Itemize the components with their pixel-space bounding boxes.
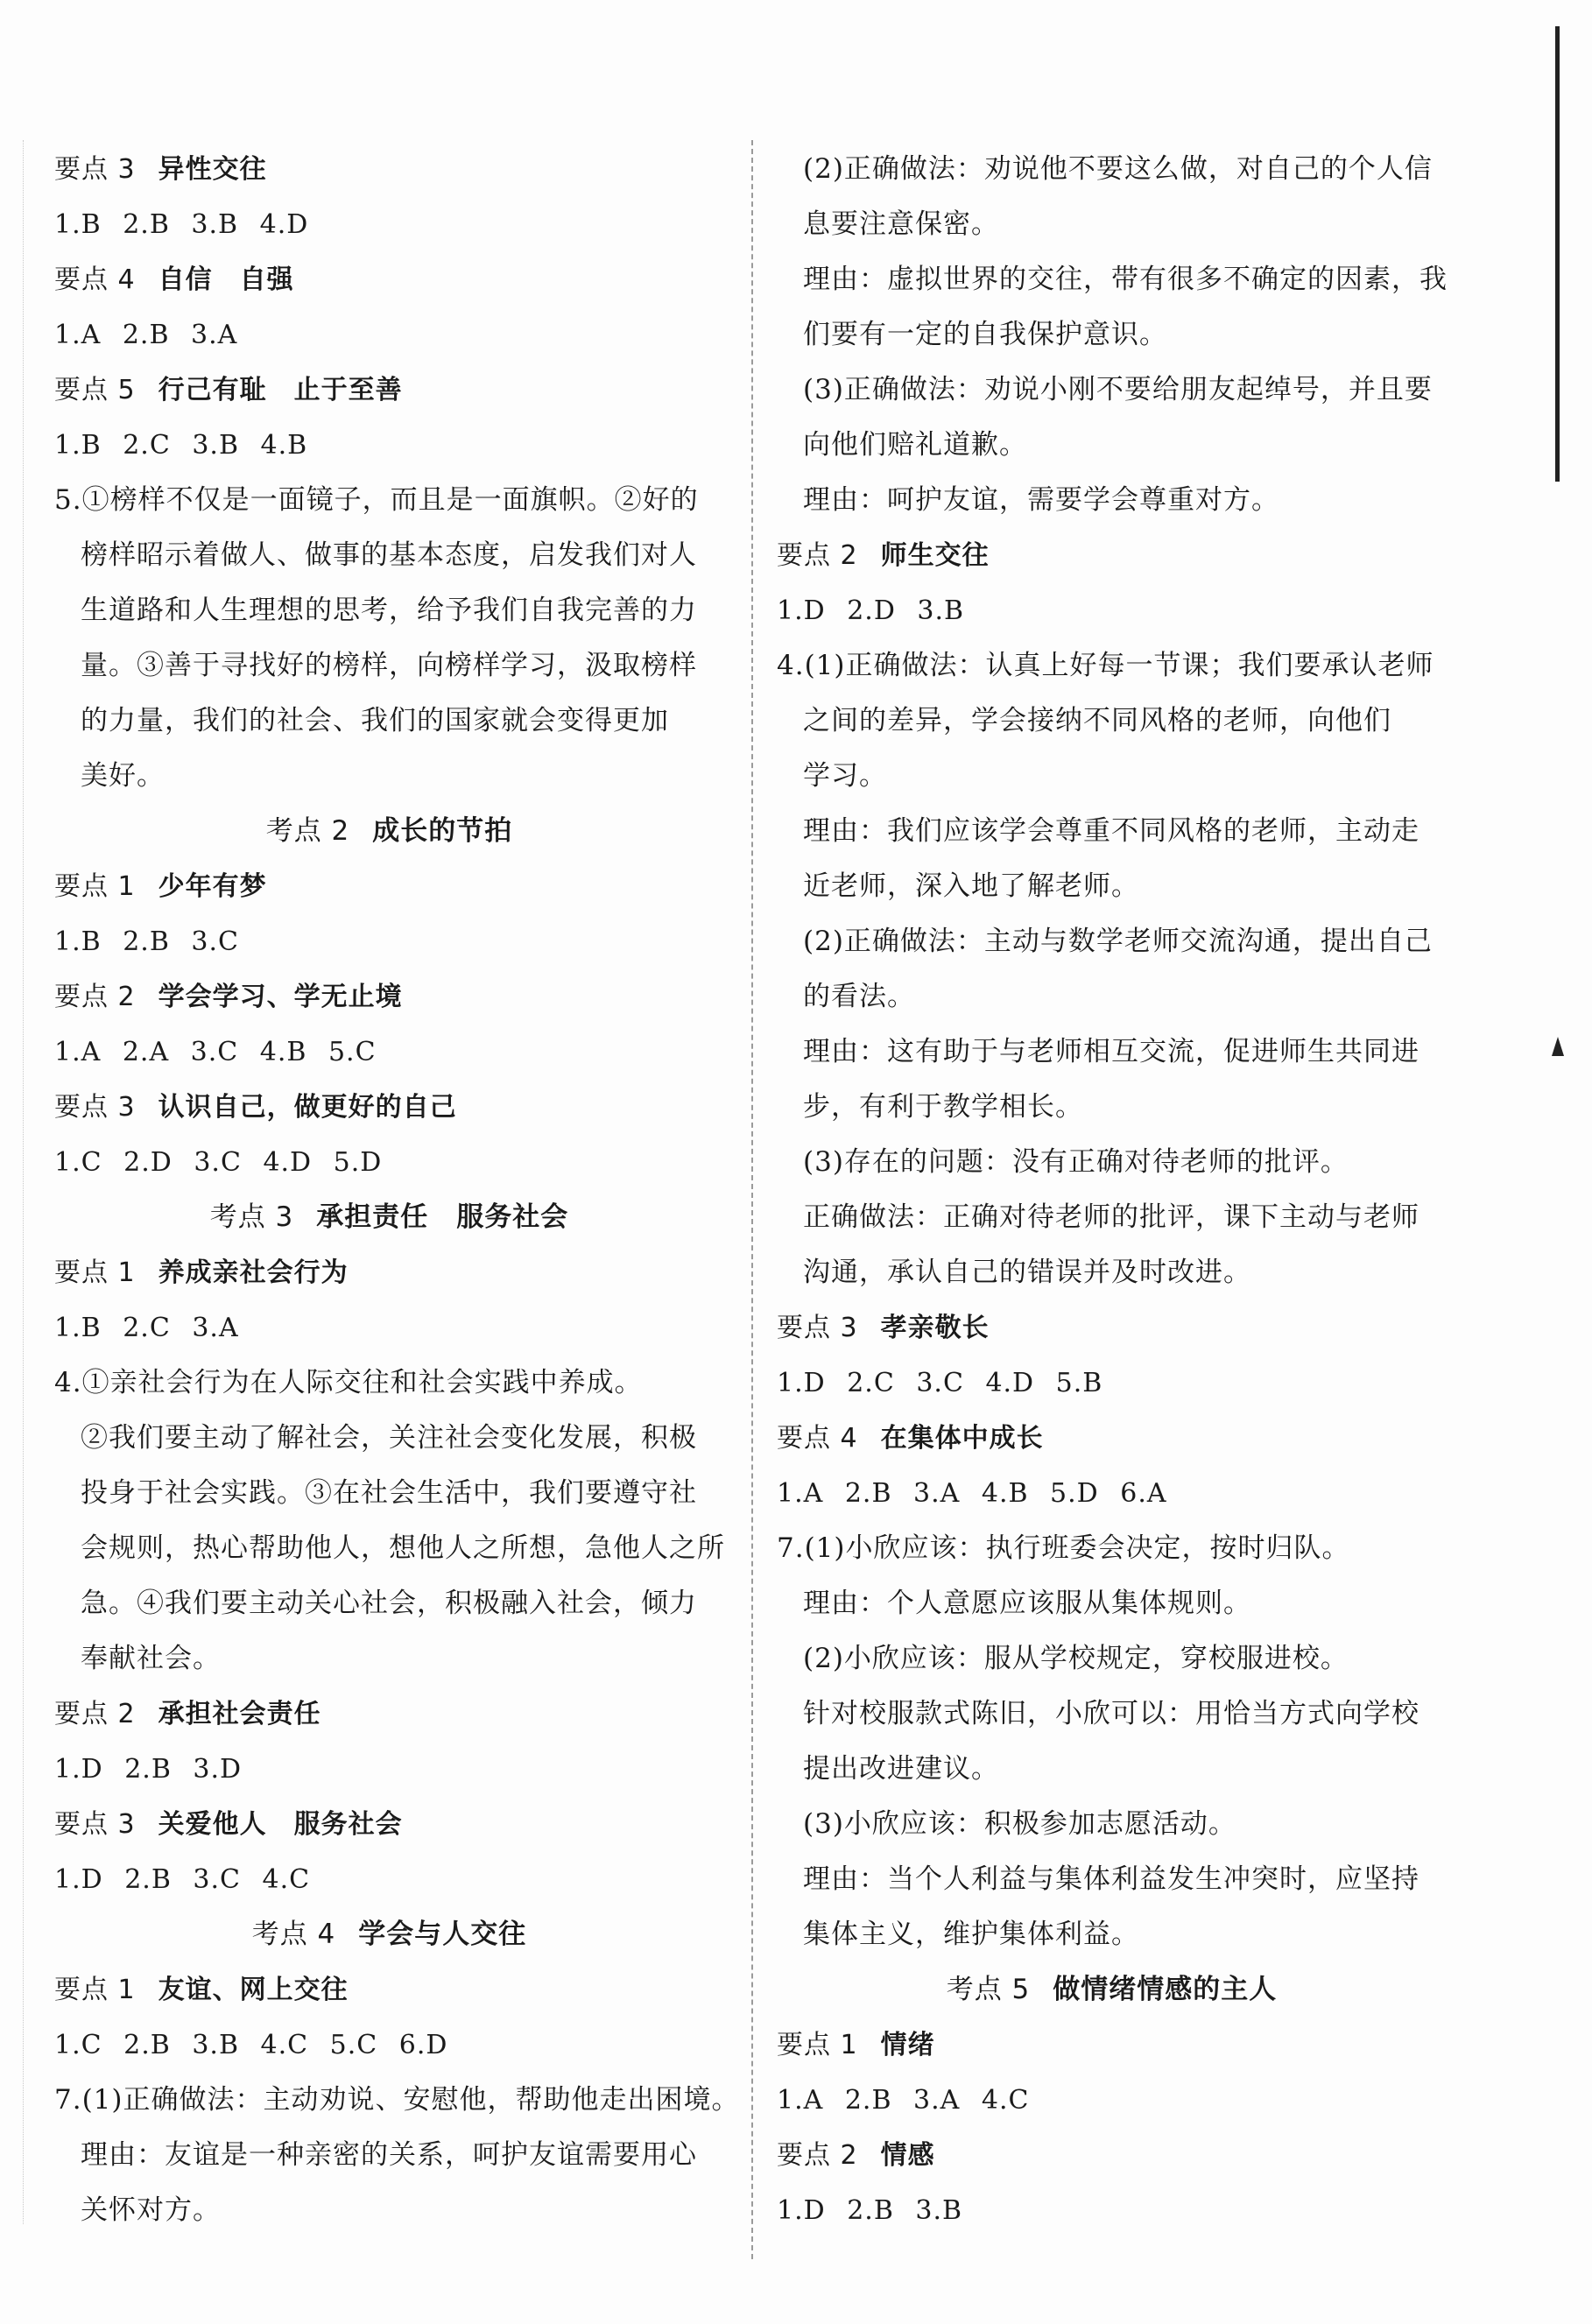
answer-text-line: 榜样昭示着做人、做事的基本态度，启发我们对人 (81, 539, 697, 571)
heading-label: 要点 4 (777, 1423, 858, 1454)
heading-title: 认识自己，做更好的自己 (158, 1092, 457, 1123)
heading-label: 要点 3 (54, 1092, 136, 1123)
answer-row: 1.C 2.B 3.B 4.C 5.C 6.D (54, 2030, 448, 2060)
point-heading (777, 1411, 1447, 1466)
heading-title: 做情绪情感的主人 (1053, 1974, 1278, 2005)
answer-text-line: 沟通，承认自己的错误并及时改进。 (803, 1257, 1251, 1288)
left-column (54, 142, 740, 2238)
answer-text-line: 投身于社会实践。③在社会生活中，我们要遵守社 (81, 1477, 697, 1509)
point-heading (54, 363, 724, 418)
heading-label: 要点 1 (54, 871, 136, 902)
answer-row: 1.D 2.C 3.C 4.D 5.B (777, 1368, 1103, 1398)
section-heading (54, 1907, 724, 1962)
answer-text-line: 理由：虚拟世界的交往，带有很多不确定的因素，我 (803, 264, 1448, 295)
section-heading (54, 1190, 724, 1245)
heading-title: 师生交往 (880, 540, 990, 571)
heading-title: 承担社会责任 (158, 1699, 321, 1729)
answer-text-line: 5.①榜样不仅是一面镜子，而且是一面旗帜。②好的 (54, 484, 699, 516)
answer-text-line: 奉献社会。 (81, 1643, 221, 1674)
heading-title: 异性交往 (158, 154, 267, 185)
answer-row: 1.B 2.C 3.A (54, 1313, 239, 1343)
point-heading (54, 969, 724, 1025)
point-heading (777, 2018, 1447, 2073)
edge-mark (1552, 1037, 1564, 1056)
answer-text-line: 4.①亲社会行为在人际交往和社会实践中养成。 (54, 1367, 643, 1398)
answer-text-line: 提出改进建议。 (803, 1753, 999, 1785)
answer-text-line: 理由：呵护友谊，需要学会尊重对方。 (803, 484, 1279, 516)
answer-text-line: 7.(1)小欣应该：执行班委会决定，按时归队。 (777, 1532, 1350, 1564)
answer-text-line: (3)存在的问题：没有正确对待老师的批评。 (803, 1146, 1349, 1178)
heading-title: 学会学习、学无止境 (158, 982, 403, 1012)
left-margin-line (23, 140, 24, 2224)
answer-text-line: 向他们赔礼道歉。 (803, 429, 1027, 461)
answer-row: 1.A 2.A 3.C 4.B 5.C (54, 1037, 377, 1067)
answer-text-line: 的力量，我们的社会、我们的国家就会变得更加 (81, 705, 669, 736)
point-heading (54, 1687, 724, 1742)
heading-label: 要点 2 (54, 1699, 136, 1729)
answer-text-line: ②我们要主动了解社会，关注社会变化发展，积极 (81, 1422, 697, 1454)
heading-label: 要点 2 (54, 982, 136, 1012)
heading-label: 要点 3 (54, 1809, 136, 1840)
heading-label: 要点 4 (54, 264, 136, 295)
answer-row: 1.B 2.C 3.B 4.B (54, 430, 308, 461)
point-heading (54, 859, 724, 914)
answer-text-line: 集体主义，维护集体利益。 (803, 1919, 1139, 1950)
heading-title: 情绪 (880, 2030, 935, 2060)
heading-title: 学会与人交往 (358, 1919, 527, 1950)
heading-title: 自信 自强 (158, 264, 294, 295)
heading-label: 考点 4 (251, 1919, 336, 1950)
heading-label: 要点 2 (777, 540, 858, 571)
answer-text-line: 7.(1)正确做法：主动劝说、安慰他，帮助他走出困境。 (54, 2084, 740, 2116)
heading-label: 要点 3 (777, 1313, 858, 1343)
point-heading (777, 1300, 1447, 1356)
point-heading (777, 528, 1447, 583)
answer-row: 1.D 2.B 3.D (54, 1754, 243, 1785)
answer-text-line: (3)正确做法：劝说小刚不要给朋友起绰号，并且要 (803, 374, 1433, 405)
point-heading (54, 142, 724, 197)
heading-title: 在集体中成长 (880, 1423, 1044, 1454)
heading-label: 要点 2 (777, 2140, 858, 2171)
answer-text-line: (2)正确做法：劝说他不要这么做，对自己的个人信 (803, 153, 1433, 185)
point-heading (777, 2128, 1447, 2183)
heading-label: 要点 3 (54, 154, 136, 185)
answer-row: 1.A 2.B 3.A (54, 320, 238, 350)
answer-text-line: 关怀对方。 (81, 2194, 221, 2226)
heading-title: 友谊、网上交往 (158, 1975, 349, 2005)
point-heading (54, 1080, 724, 1135)
heading-title: 养成亲社会行为 (158, 1257, 349, 1288)
point-heading (54, 1962, 724, 2018)
answer-text-line: 量。③善于寻找好的榜样，向榜样学习，汲取榜样 (81, 650, 697, 681)
answer-text-line: 会规则，热心帮助他人，想他人之所想，急他人之所 (81, 1532, 725, 1564)
section-heading (777, 1962, 1447, 2018)
point-heading (54, 252, 724, 307)
section-heading (54, 804, 724, 859)
answer-text-line: 学习。 (803, 760, 887, 792)
point-heading (54, 1797, 724, 1852)
answer-text-line: 之间的差异，学会接纳不同风格的老师，向他们 (803, 705, 1391, 736)
answer-text-line: 理由：这有助于与老师相互交流，促进师生共同进 (803, 1036, 1419, 1067)
heading-label: 要点 1 (777, 2030, 858, 2060)
answer-row: 1.C 2.D 3.C 4.D 5.D (54, 1147, 383, 1178)
heading-title: 承担责任 服务社会 (316, 1201, 569, 1233)
answer-text-line: 的看法。 (803, 981, 915, 1012)
answer-text-line: 理由：我们应该学会尊重不同风格的老师，主动走 (803, 815, 1419, 847)
answer-text-line: 美好。 (81, 760, 165, 792)
answer-text-line: 们要有一定的自我保护意识。 (803, 319, 1167, 350)
heading-label: 要点 5 (54, 375, 136, 405)
answer-text-line: (2)小欣应该：服从学校规定，穿校服进校。 (803, 1643, 1349, 1674)
heading-label: 要点 1 (54, 1257, 136, 1288)
heading-label: 考点 3 (209, 1201, 294, 1233)
answer-text-line: 急。④我们要主动关心社会，积极融入社会，倾力 (81, 1588, 697, 1619)
answer-text-line: 4.(1)正确做法：认真上好每一节课；我们要承认老师 (777, 650, 1434, 681)
column-divider (751, 140, 753, 2259)
answer-row: 1.B 2.B 3.B 4.D (54, 209, 309, 240)
answer-text-line: 针对校服款式陈旧，小欣可以：用恰当方式向学校 (803, 1698, 1419, 1729)
answer-row: 1.D 2.B 3.C 4.C (54, 1864, 311, 1895)
answer-text-line: 步，有利于教学相长。 (803, 1091, 1083, 1123)
answer-text-line: 理由：友谊是一种亲密的关系，呵护友谊需要用心 (81, 2139, 697, 2171)
answer-text-line: 近老师，深入地了解老师。 (803, 870, 1139, 902)
answer-row: 1.D 2.B 3.B (777, 2195, 963, 2226)
heading-title: 成长的节拍 (372, 815, 513, 847)
answer-row: 1.A 2.B 3.A 4.C (777, 2085, 1030, 2116)
binding-edge-line (1555, 26, 1560, 482)
point-heading (54, 1245, 724, 1300)
answer-row: 1.A 2.B 3.A 4.B 5.D 6.A (777, 1478, 1167, 1509)
heading-label: 考点 5 (946, 1974, 1031, 2005)
answer-text-line: 理由：当个人利益与集体利益发生冲突时，应坚持 (803, 1863, 1419, 1895)
heading-title: 情感 (880, 2140, 935, 2171)
heading-title: 行己有耻 止于至善 (158, 375, 403, 405)
heading-title: 关爱他人 服务社会 (158, 1809, 403, 1840)
answer-text-line: (2)正确做法：主动与数学老师交流沟通，提出自己 (803, 926, 1433, 957)
right-column (777, 142, 1447, 2238)
heading-label: 要点 1 (54, 1975, 136, 2005)
answer-row: 1.B 2.B 3.C (54, 926, 239, 957)
answer-text-line: 息要注意保密。 (803, 208, 999, 240)
answer-text-line: 正确做法：正确对待老师的批评，课下主动与老师 (803, 1201, 1419, 1233)
answer-text-line: 生道路和人生理想的思考，给予我们自我完善的力 (81, 595, 697, 626)
answer-text-line: 理由：个人意愿应该服从集体规则。 (803, 1588, 1251, 1619)
heading-title: 孝亲敬长 (880, 1313, 990, 1343)
answer-text-line: (3)小欣应该：积极参加志愿活动。 (803, 1808, 1236, 1840)
heading-title: 少年有梦 (158, 871, 267, 902)
heading-label: 考点 2 (265, 815, 350, 847)
answer-row: 1.D 2.D 3.B (777, 595, 965, 626)
